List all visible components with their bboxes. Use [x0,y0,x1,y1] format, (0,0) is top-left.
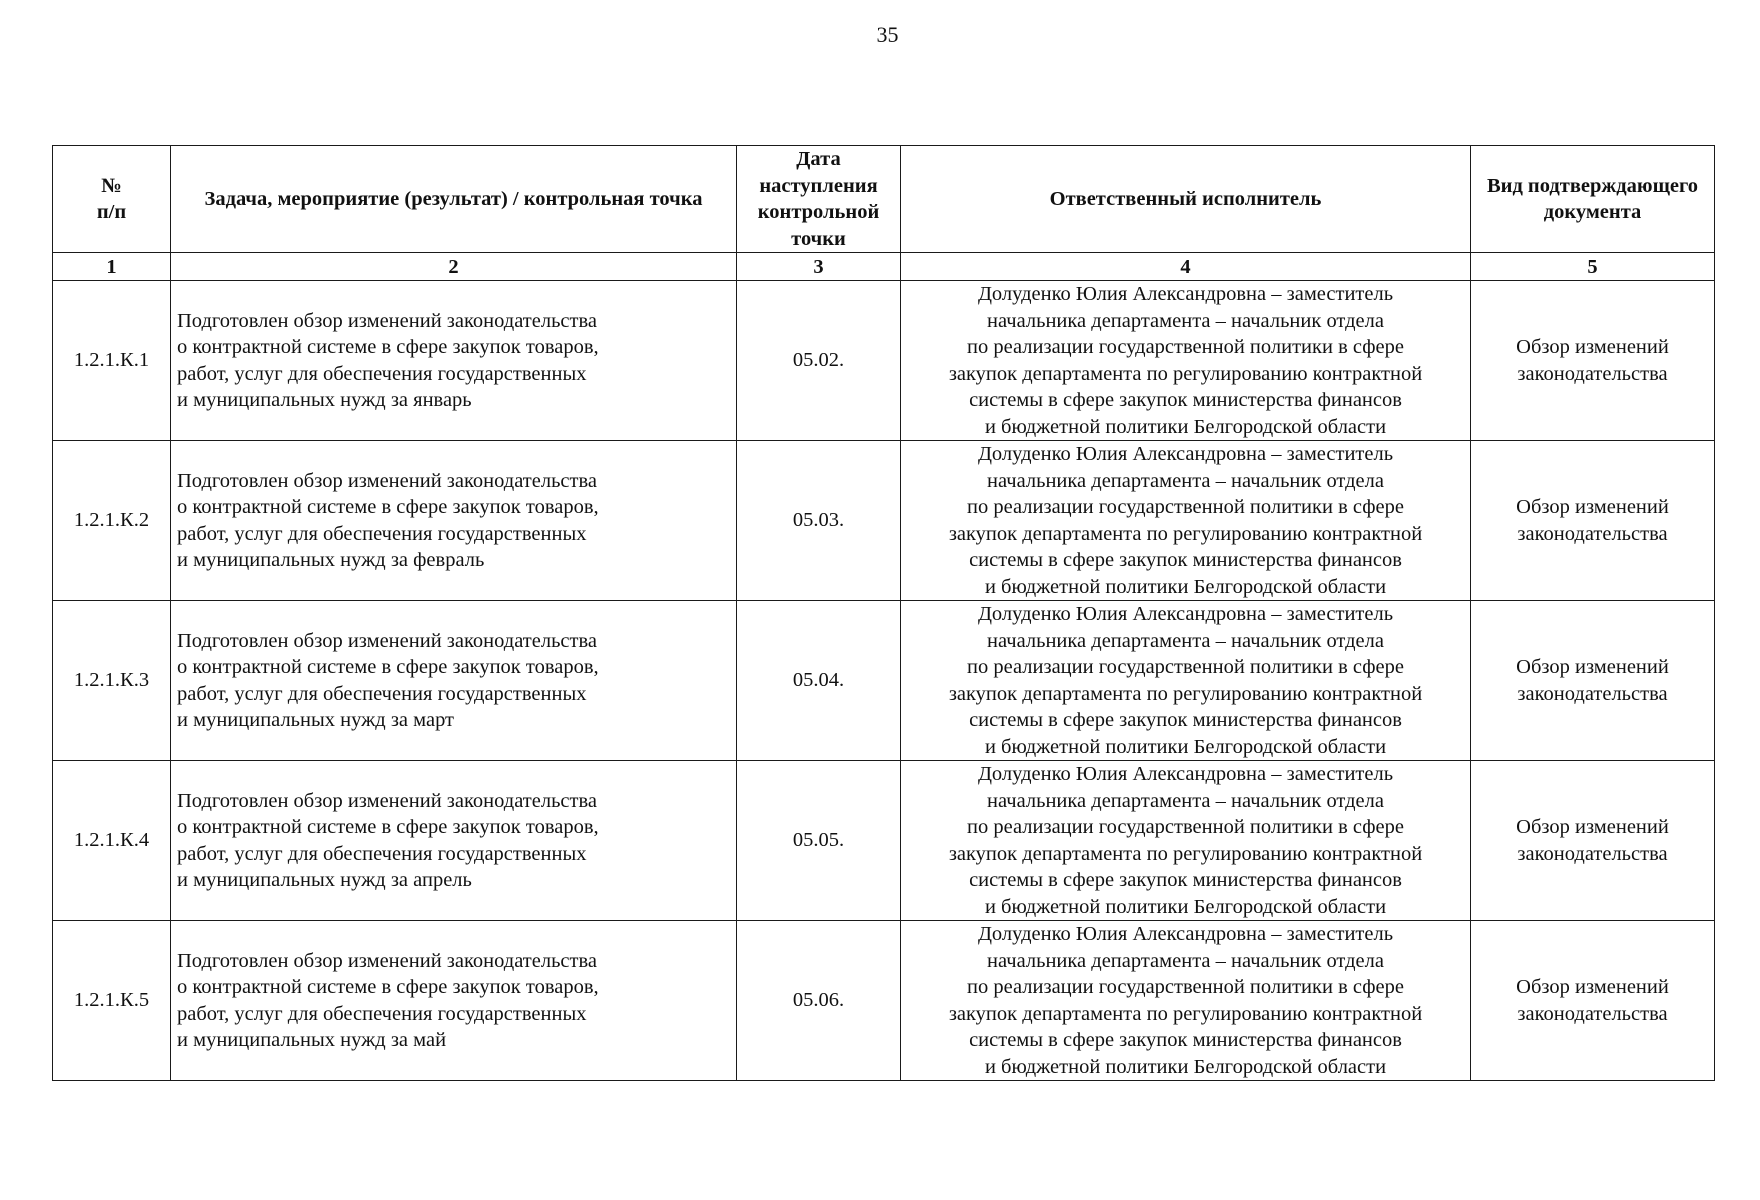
executor-line: и бюджетной политики Белгородской области [984,735,1387,758]
column-number: 3 [737,253,901,281]
executor-line: начальника департамента – начальник отдела [987,469,1384,492]
table-row [53,601,1715,761]
task-line: о контрактной системе в сфере закупок товаров, [177,816,599,838]
doc-type-cell [1471,281,1715,441]
header-num [53,146,171,253]
control-date: 05.06. [737,921,901,1081]
task-line: и муниципальных нужд за апрель [177,869,472,891]
executor-cell [901,921,1471,1081]
executor-line: закупок департамента по регулированию контрактной [948,522,1423,545]
executor-line: системы в сфере закупок министерства финансов [969,869,1402,891]
executor-line: и бюджетной политики Белгородской области [984,895,1387,918]
task-cell [171,281,737,441]
doc-type-line: Обзор изменений [1516,656,1669,678]
executor-line: системы в сфере закупок министерства финансов [969,1029,1402,1051]
column-number-row [53,253,1715,281]
executor-line: закупок департамента по регулированию контрактной [948,1002,1423,1025]
executor-line: системы в сфере закупок министерства финансов [969,549,1402,571]
control-points-table [52,145,1715,1081]
executor-line: начальника департамента – начальник отдела [987,949,1384,972]
task-cell [171,761,737,921]
executor-cell [901,441,1471,601]
row-number: 1.2.1.К.2 [53,441,171,601]
executor-line: и бюджетной политики Белгородской области [984,575,1387,598]
task-line: Подготовлен обзор изменений законодательства [177,789,597,812]
task-line: и муниципальных нужд за март [177,709,455,731]
column-number: 4 [901,253,1471,281]
table-body [53,281,1715,1081]
doc-type-line: Обзор изменений [1516,336,1669,358]
header-doc-type: Вид подтверждающего документа [1471,146,1715,253]
control-date: 05.05. [737,761,901,921]
task-line: и муниципальных нужд за январь [177,389,472,411]
doc-type-line: законодательства [1517,362,1668,385]
task-line: Подготовлен обзор изменений законодательства [177,309,597,332]
task-line: Подготовлен обзор изменений законодательства [177,949,597,972]
doc-type-line: Обзор изменений [1516,816,1669,838]
control-date: 05.03. [737,441,901,601]
executor-line: Долуденко Юлия Александровна – заместитель [977,603,1394,625]
table-header-row [53,146,1715,253]
table-row [53,761,1715,921]
executor-line: по реализации государственной политики в сфере [967,656,1404,678]
executor-cell [901,281,1471,441]
table-row [53,921,1715,1081]
task-line: о контрактной системе в сфере закупок товаров, [177,496,599,518]
task-line: Подготовлен обзор изменений законодательства [177,469,597,492]
doc-type-line: Обзор изменений [1516,976,1669,998]
executor-line: и бюджетной политики Белгородской области [984,1055,1387,1078]
task-line: и муниципальных нужд за февраль [177,549,485,571]
task-line: о контрактной системе в сфере закупок товаров, [177,336,599,358]
task-cell [171,921,737,1081]
doc-type-line: законодательства [1517,1002,1668,1025]
executor-line: Долуденко Юлия Александровна – заместитель [977,763,1394,785]
task-line: Подготовлен обзор изменений законодательства [177,629,597,652]
control-date: 05.04. [737,601,901,761]
doc-type-cell [1471,761,1715,921]
executor-line: Долуденко Юлия Александровна – заместитель [977,283,1394,305]
doc-type-line: законодательства [1517,682,1668,705]
column-number: 5 [1471,253,1715,281]
task-line: и муниципальных нужд за май [177,1029,447,1051]
executor-cell [901,601,1471,761]
task-cell [171,441,737,601]
executor-line: закупок департамента по регулированию контрактной [948,362,1423,385]
task-cell [171,601,737,761]
row-number: 1.2.1.К.4 [53,761,171,921]
executor-line: по реализации государственной политики в сфере [967,816,1404,838]
doc-type-line: законодательства [1517,842,1668,865]
task-line: работ, услуг для обеспечения государственных [177,362,587,385]
executor-line: и бюджетной политики Белгородской области [984,415,1387,438]
doc-type-line: законодательства [1517,522,1668,545]
table-row [53,441,1715,601]
executor-line: по реализации государственной политики в сфере [967,976,1404,998]
header-executor: Ответственный исполнитель [901,146,1471,253]
executor-cell [901,761,1471,921]
row-number: 1.2.1.К.1 [53,281,171,441]
table-row [53,281,1715,441]
executor-line: системы в сфере закупок министерства финансов [969,709,1402,731]
executor-line: по реализации государственной политики в сфере [967,336,1404,358]
doc-type-cell [1471,601,1715,761]
executor-line: Долуденко Юлия Александровна – заместитель [977,923,1394,945]
executor-line: по реализации государственной политики в сфере [967,496,1404,518]
task-line: работ, услуг для обеспечения государственных [177,522,587,545]
executor-line: закупок департамента по регулированию контрактной [948,842,1423,865]
executor-line: системы в сфере закупок министерства финансов [969,389,1402,411]
doc-type-cell [1471,921,1715,1081]
column-number: 2 [171,253,737,281]
executor-line: Долуденко Юлия Александровна – заместитель [977,443,1394,465]
header-num-line-2: п/п [96,201,127,223]
executor-line: начальника департамента – начальник отдела [987,789,1384,812]
doc-type-cell [1471,441,1715,601]
executor-line: начальника департамента – начальник отдела [987,629,1384,652]
task-line: работ, услуг для обеспечения государственных [177,842,587,865]
page-number: 35 [876,22,899,47]
header-date: Дата наступления контрольной точки [737,146,901,253]
executor-line: закупок департамента по регулированию контрактной [948,682,1423,705]
control-date: 05.02. [737,281,901,441]
row-number: 1.2.1.К.3 [53,601,171,761]
executor-line: начальника департамента – начальник отдела [987,309,1384,332]
row-number: 1.2.1.К.5 [53,921,171,1081]
task-line: о контрактной системе в сфере закупок товаров, [177,976,599,998]
doc-type-line: Обзор изменений [1516,496,1669,518]
header-task: Задача, мероприятие (результат) / контрольная точка [171,146,737,253]
task-line: работ, услуг для обеспечения государственных [177,682,587,705]
task-line: о контрактной системе в сфере закупок товаров, [177,656,599,678]
column-number: 1 [53,253,171,281]
header-num-line-1: № [101,174,122,197]
task-line: работ, услуг для обеспечения государственных [177,1002,587,1025]
